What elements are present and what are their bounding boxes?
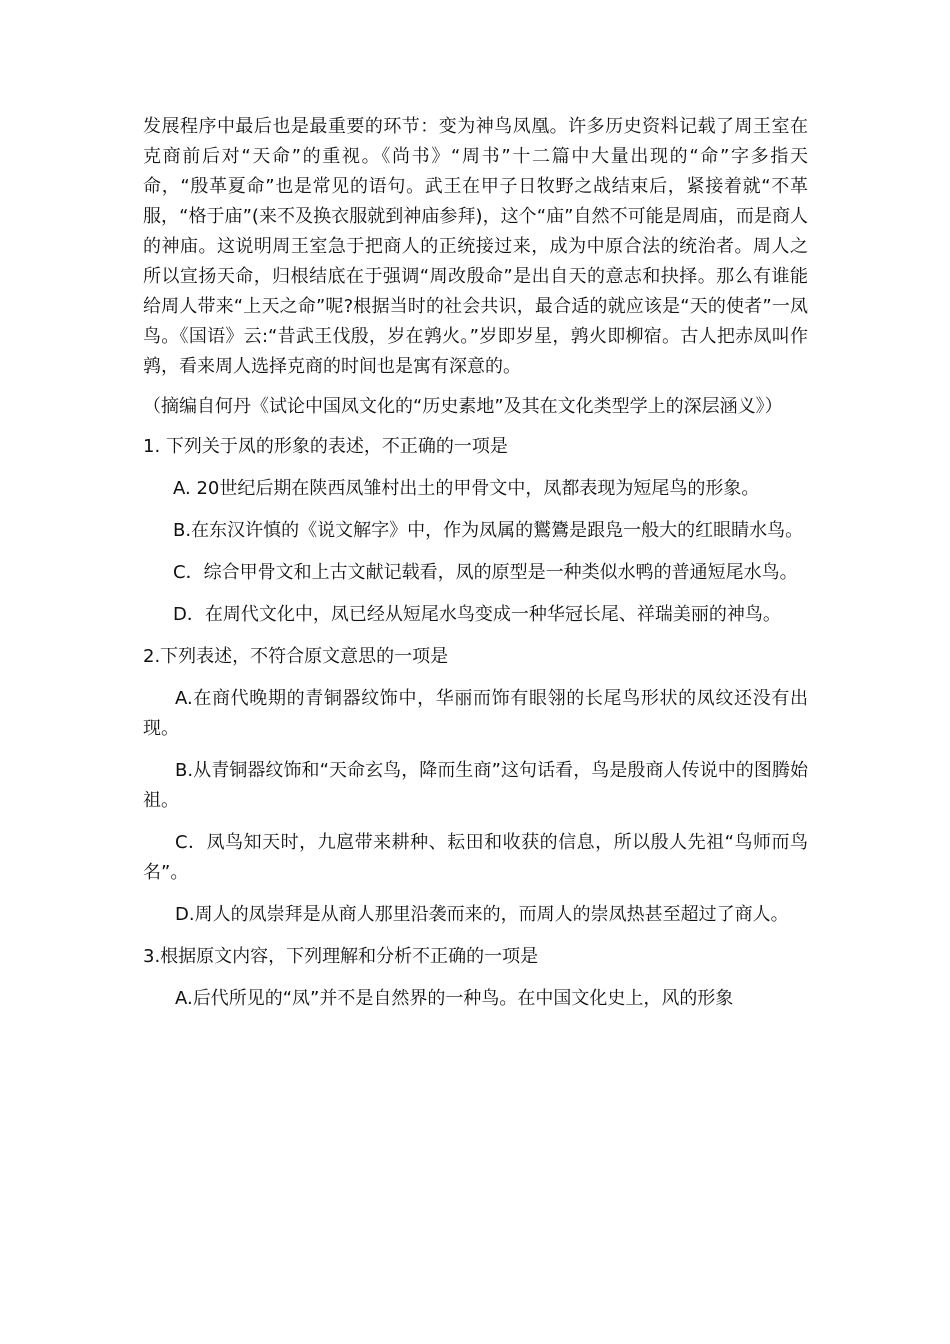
question-1-option-d: D．在周代文化中，凤已经从短尾水鸟变成一种华冠长尾、祥瑞美丽的神鸟。 [173, 604, 781, 625]
passage-source: （摘编自何丹《试论中国凤文化的“历史素地”及其在文化类型学上的深层涵义》） [143, 396, 783, 417]
question-2-option-c: C．凤鸟知天时，九扈带来耕种、耘田和收获的信息，所以殷人先祖“鸟师而鸟名”。 [143, 832, 808, 883]
question-2-option-d: D.周人的凤崇拜是从商人那里沿袭而来的，而周人的崇凤热甚至超过了商人。 [175, 904, 789, 925]
question-2-stem: 2.下列表述，不符合原文意思的一项是 [143, 646, 449, 667]
question-2-option-a: A.在商代晚期的青铜器纹饰中，华丽而饰有眼翎的长尾鸟形状的凤纹还没有出现。 [143, 688, 808, 739]
question-2-option-b: B.从青铜器纹饰和“天命玄鸟，降而生商”这句话看，鸟是殷商人传说中的图腾始祖。 [143, 760, 808, 811]
question-3-option-a: A.后代所见的“凤”并不是自然界的一种鸟。在中国文化史上，风的形象 [175, 988, 734, 1009]
document-page [143, 112, 808, 1026]
passage-paragraph: 发展程序中最后也是最重要的环节：变为神鸟凤凰。许多历史资料记载了周王室在克商前后对“天命”的重视。《尚书》“周书”十二篇中大量出现的“命”字多指天命，“殷革夏命”也是常见的语句。武王在甲子日牧野之战结束后，紧接着就“不革服，“格于庙”(来不及换衣服就到神庙参拜)，这个“庙”自然不可能是周庙，而是商人的神庙。这说明周王室急于把商人的正统接过来，成为中原合法的统治者。周人之所以宣扬天命，归根结底在于强调“周改殷命”是出自天的意志和抉择。那么有谁能给周人带来“上天之命”呢?根据当时的社会共识，最合适的就应该是“天的使者”一凤鸟。《国语》云:“昔武王伐殷，岁在鹑火。”岁即岁星，鹑火即柳宿。古人把赤凤叫作鹑，看来周人选择克商的时间也是寓有深意的。 [143, 116, 808, 377]
question-3-stem: 3.根据原文内容，下列理解和分析不正确的一项是 [143, 946, 539, 967]
question-1-stem: 1. 下列关于凤的形象的表述，不正确的一项是 [143, 436, 508, 457]
question-1-option-b: B.在东汉许慎的《说文解字》中，作为凤属的鸑鷟是跟凫一般大的红眼睛水鸟。 [173, 520, 804, 541]
question-1-option-a: A. 20世纪后期在陕西凤雏村出土的甲骨文中，凤都表现为短尾鸟的形象。 [173, 478, 760, 499]
question-1-option-c: C．综合甲骨文和上古文献记载看，凤的原型是一种类似水鸭的普通短尾水鸟。 [173, 562, 798, 583]
